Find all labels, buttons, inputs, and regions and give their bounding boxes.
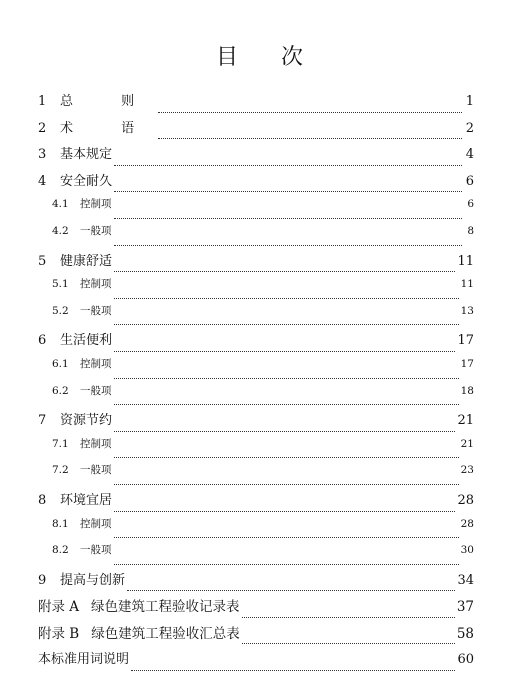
toc-entry-number: 2	[38, 120, 47, 136]
toc-entry-number: 附录 A	[38, 599, 80, 616]
dot-leader	[114, 564, 459, 565]
toc-entry-page-number: 18	[460, 384, 474, 397]
toc-entry[interactable]	[38, 436, 474, 463]
toc-entry[interactable]	[38, 170, 474, 197]
toc-entry-page-number: 28	[457, 492, 474, 508]
toc-entry-label: 一般项	[80, 384, 112, 397]
toc-entry-label: 控制项	[80, 517, 112, 530]
toc-entry-label: 术 语	[60, 120, 157, 136]
toc-entry-label: 环境宜居	[60, 492, 113, 508]
toc-entry-number: 5.1	[52, 278, 69, 291]
toc-entry[interactable]	[38, 196, 474, 223]
toc-entry[interactable]	[38, 489, 474, 516]
toc-entry-number: 8.1	[52, 517, 69, 530]
toc-entry-label: 控制项	[80, 278, 112, 291]
toc-entry[interactable]	[38, 622, 474, 649]
toc-entry[interactable]	[38, 250, 474, 277]
dot-leader	[114, 378, 459, 379]
dot-leader	[114, 271, 455, 272]
toc-entry-number: 7.1	[52, 437, 69, 450]
toc-entry-page-number: 11	[457, 253, 474, 269]
toc-entry-label: 绿色建筑工程验收汇总表	[91, 625, 240, 642]
toc-entry-label: 基本规定	[60, 147, 113, 163]
toc-entry-number: 8.2	[52, 544, 69, 557]
toc-entry[interactable]	[38, 409, 474, 436]
toc-entry-label: 健康舒适	[60, 253, 113, 269]
toc-entry-number: 6	[38, 333, 47, 349]
toc-entry-label: 本标准用词说明	[38, 652, 130, 668]
toc-entry-label: 控制项	[80, 357, 112, 370]
toc-entry-page-number: 34	[457, 572, 474, 588]
dot-leader	[114, 165, 462, 166]
dot-leader	[114, 191, 462, 192]
toc-entry-page-number: 30	[460, 544, 474, 557]
dot-leader	[242, 643, 455, 644]
toc-entry-number: 7.2	[52, 464, 69, 477]
toc-entry-page-number: 21	[457, 413, 474, 429]
toc-entry-page-number: 2	[465, 120, 474, 136]
toc-entry-label: 控制项	[80, 198, 112, 211]
dot-leader	[158, 112, 462, 113]
toc-entry-page-number: 1	[465, 94, 474, 109]
toc-entry-number: 3	[38, 147, 47, 163]
table-of-contents	[38, 90, 474, 675]
toc-entry[interactable]	[38, 462, 474, 489]
toc-entry-label: 安全耐久	[60, 173, 113, 189]
toc-entry-label: 绿色建筑工程验收记录表	[91, 599, 240, 616]
toc-entry-page-number: 6	[467, 198, 474, 211]
toc-entry[interactable]	[38, 276, 474, 303]
toc-entry-number: 6.2	[52, 384, 69, 397]
toc-entry[interactable]	[38, 542, 474, 569]
toc-entry-label: 生活便利	[60, 333, 113, 349]
toc-entry-label: 一般项	[80, 304, 112, 317]
toc-entry[interactable]	[38, 648, 474, 675]
toc-entry-label: 控制项	[80, 437, 112, 450]
toc-entry[interactable]	[38, 516, 474, 543]
toc-entry[interactable]	[38, 143, 474, 170]
dot-leader	[114, 537, 459, 538]
dot-leader	[114, 298, 459, 299]
toc-entry[interactable]	[38, 595, 474, 622]
dot-leader	[131, 670, 455, 671]
toc-entry-number: 4	[38, 173, 47, 189]
toc-entry-number: 5	[38, 253, 47, 269]
dot-leader	[114, 431, 455, 432]
toc-entry-number: 8	[38, 492, 47, 508]
toc-entry[interactable]	[38, 117, 474, 144]
toc-entry-page-number: 4	[465, 147, 474, 163]
dot-leader	[127, 590, 455, 591]
toc-entry-number: 1	[38, 94, 47, 109]
page-title: 目 次	[216, 45, 321, 70]
toc-entry-number: 9	[38, 572, 47, 588]
toc-entry-number: 4.2	[52, 224, 69, 237]
toc-entry-number: 6.1	[52, 357, 69, 370]
toc-entry-page-number: 6	[465, 173, 474, 189]
toc-entry-page-number: 11	[460, 278, 474, 291]
dot-leader	[114, 404, 459, 405]
toc-entry-number: 附录 B	[38, 625, 80, 642]
toc-entry[interactable]	[38, 223, 474, 250]
toc-entry-label: 一般项	[80, 224, 112, 237]
toc-entry-page-number: 17	[457, 333, 474, 349]
dot-leader	[114, 245, 463, 246]
toc-entry-page-number: 37	[456, 599, 474, 616]
toc-entry[interactable]	[38, 90, 474, 117]
toc-entry[interactable]	[38, 303, 474, 330]
toc-entry[interactable]	[38, 356, 474, 383]
toc-entry-page-number: 28	[460, 517, 474, 530]
dot-leader	[158, 138, 462, 139]
dot-leader	[114, 457, 459, 458]
dot-leader	[114, 218, 463, 219]
toc-entry-label: 提高与创新	[60, 572, 126, 588]
toc-entry-number: 4.1	[52, 198, 69, 211]
toc-entry-label: 资源节约	[60, 413, 113, 429]
dot-leader	[242, 617, 455, 618]
dot-leader	[114, 511, 455, 512]
toc-entry-number: 5.2	[52, 304, 69, 317]
dot-leader	[114, 324, 459, 325]
toc-entry-page-number: 13	[460, 304, 474, 317]
toc-entry-page-number: 8	[467, 224, 474, 237]
toc-entry-page-number: 23	[460, 464, 474, 477]
toc-entry-page-number: 58	[456, 625, 474, 642]
toc-entry-label: 一般项	[80, 464, 112, 477]
toc-entry-page-number: 17	[460, 357, 474, 370]
dot-leader	[114, 484, 459, 485]
toc-entry-page-number: 21	[460, 437, 474, 450]
toc-entry[interactable]	[38, 329, 474, 356]
toc-entry-number: 7	[38, 413, 47, 429]
toc-entry-label: 一般项	[80, 544, 112, 557]
toc-entry-label: 总 则	[60, 94, 157, 109]
toc-entry[interactable]	[38, 569, 474, 596]
dot-leader	[114, 351, 455, 352]
toc-entry[interactable]	[38, 383, 474, 410]
toc-entry-page-number: 60	[457, 652, 474, 668]
